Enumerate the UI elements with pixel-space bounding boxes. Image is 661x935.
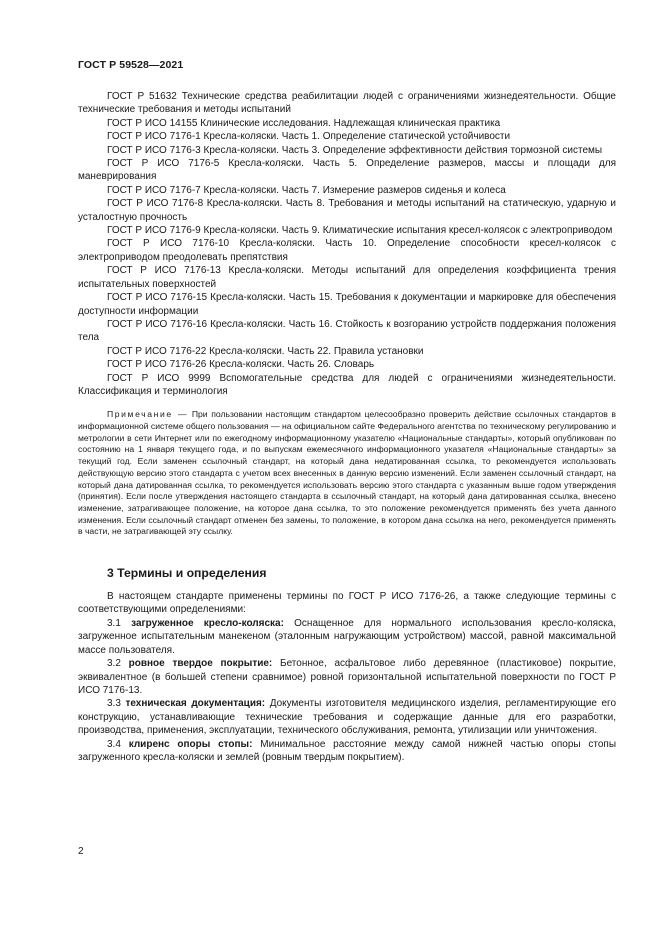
note-text: При пользовании настоящим стандартом целесообразно проверить действие ссылочных стандартов в информационной системе общего пользования — на официальном сайте Федерального агентства по техническому регулированию и метрологии в сети Интернет или по ежегодному информационному указателю «Национальные стандарты», который опубликован по состоянию на 1 января текущего года, и по выпускам ежемесячного информационного указателя «Национальные стандарты» за текущий год. Если заменен ссылочный стандарт, на который дана недатированная ссылка, то рекомендуется использовать действующую версию этого стандарта с учетом всех внесенных в данную версию изменений. Если заменен ссылочный стандарт, на который дана датированная ссылка, то рекомендуется использовать версию этого стандарта с указанным выше годом утверждения (принятия). Если после утверждения настоящего стандарта в ссылочный стандарт, на который дана датированная ссылка, внесено изменение, затрагивающее положение, на которое дана ссылка, то это положение рекомендуется применять без учета данного изменения. Если ссылочный стандарт отменен без замены, то положение, в котором дана ссылка на него, рекомендуется применять в части, не затрагивающей эту ссылку.: [78, 409, 616, 537]
reference-item: ГОСТ Р ИСО 14155 Клинические исследования. Надлежащая клиническая практика: [107, 117, 501, 129]
note-label: Примечание —: [107, 409, 189, 420]
term-name: техническая документация:: [125, 698, 266, 710]
term-number: 3.2: [107, 658, 121, 670]
reference-item: ГОСТ Р ИСО 7176-22 Кресла-коляски. Часть 22. Правила установки: [107, 345, 424, 357]
term-entry: [78, 697, 616, 737]
term-number: 3.3: [107, 698, 121, 710]
reference-item: ГОСТ Р ИСО 7176-16 Кресла-коляски. Часть 16. Стойкость к возгоранию устройств поддержания положения тела: [78, 318, 616, 344]
reference-item: ГОСТ Р ИСО 7176-8 Кресла-коляски. Часть 8. Требования и методы испытаний на статическую, ударную и усталостную прочность: [78, 198, 616, 223]
term-definition: Минимальное расстояние между самой нижней частью опоры стопы загруженного кресла-коляски и землей (ровным твердым покрытием).: [78, 738, 617, 763]
section-intro: В настоящем стандарте применены термины по ГОСТ Р ИСО 7176-26, а также следующие термины с соответствующими определениями:: [78, 591, 616, 616]
page-number: 2: [78, 846, 84, 857]
reference-item: ГОСТ Р ИСО 9999 Вспомогательные средства для людей с ограничениями жизнедеятельности. Классификация и терминология: [78, 372, 616, 397]
reference-item: ГОСТ Р ИСО 7176-3 Кресла-коляски. Часть 3. Определение эффективности действия тормозной системы: [107, 144, 603, 156]
term-entry: [78, 657, 616, 697]
term-entry: [78, 617, 616, 657]
reference-item: ГОСТ Р ИСО 7176-7 Кресла-коляски. Часть 7. Измерение размеров сиденья и колеса: [107, 184, 506, 196]
reference-item: ГОСТ Р ИСО 7176-9 Кресла-коляски. Часть 9. Климатические испытания кресел-колясок с электроприводом: [107, 225, 613, 237]
reference-item: ГОСТ Р 51632 Технические средства реабилитации людей с ограничениями жизнедеятельности. Общие технические требования и методы испытаний: [78, 91, 616, 116]
reference-item: ГОСТ Р ИСО 7176-1 Кресла-коляски. Часть 1. Определение статической устойчивости: [107, 131, 511, 143]
term-name: ровное твердое покрытие:: [128, 658, 273, 670]
reference-item: ГОСТ Р ИСО 7176-5 Кресла-коляски. Часть 5. Определение размеров, массы и площади для маневрирования: [78, 158, 616, 183]
term-name: загруженное кресло-коляска:: [131, 617, 284, 629]
term-definition: Бетонное, асфальтовое либо деревянное (пластиковое) покрытие, эквивалентное (в большей степени сравнимое) ровной горизонтальной испытательной поверхности по ГОСТ Р ИСО 7176-13.: [78, 658, 616, 696]
document-header: ГОСТ Р 59528—2021: [78, 59, 184, 71]
note-paragraph: [78, 409, 616, 538]
term-name: клиренс опоры стопы:: [128, 738, 253, 750]
reference-item: ГОСТ Р ИСО 7176-13 Кресла-коляски. Методы испытаний для определения коэффициента трения испытательных поверхностей: [78, 265, 616, 290]
page-content: [78, 90, 616, 764]
term-number: 3.4: [107, 738, 121, 750]
reference-item: ГОСТ Р ИСО 7176-10 Кресла-коляски. Часть 10. Определение способности кресел-колясок с электроприводом преодолевать препятствия: [78, 238, 616, 263]
reference-item: ГОСТ Р ИСО 7176-26 Кресла-коляски. Часть 26. Словарь: [107, 359, 375, 371]
term-entry: [78, 738, 616, 765]
term-number: 3.1: [107, 617, 121, 629]
normative-references: [78, 90, 616, 398]
term-definition: Документы изготовителя медицинского изделия, регламентирующие его конструкцию, устанавливающие технические требования и содержащие данные для его разработки, производства, применения, эксплуатации, технического обслуживания, ремонта, утилизации или уничтожения.: [78, 698, 617, 737]
reference-item: ГОСТ Р ИСО 7176-15 Кресла-коляски. Часть 15. Требования к документации и маркировке для обеспечения доступности информации: [78, 292, 616, 317]
term-definition: Оснащенное для нормального использования кресло-коляска, загруженное испытательным манекеном (эталонным нагружающим устройством) массой, равной максимальной массе пользователя.: [78, 617, 616, 656]
section-title: 3 Термины и определения: [107, 566, 267, 581]
